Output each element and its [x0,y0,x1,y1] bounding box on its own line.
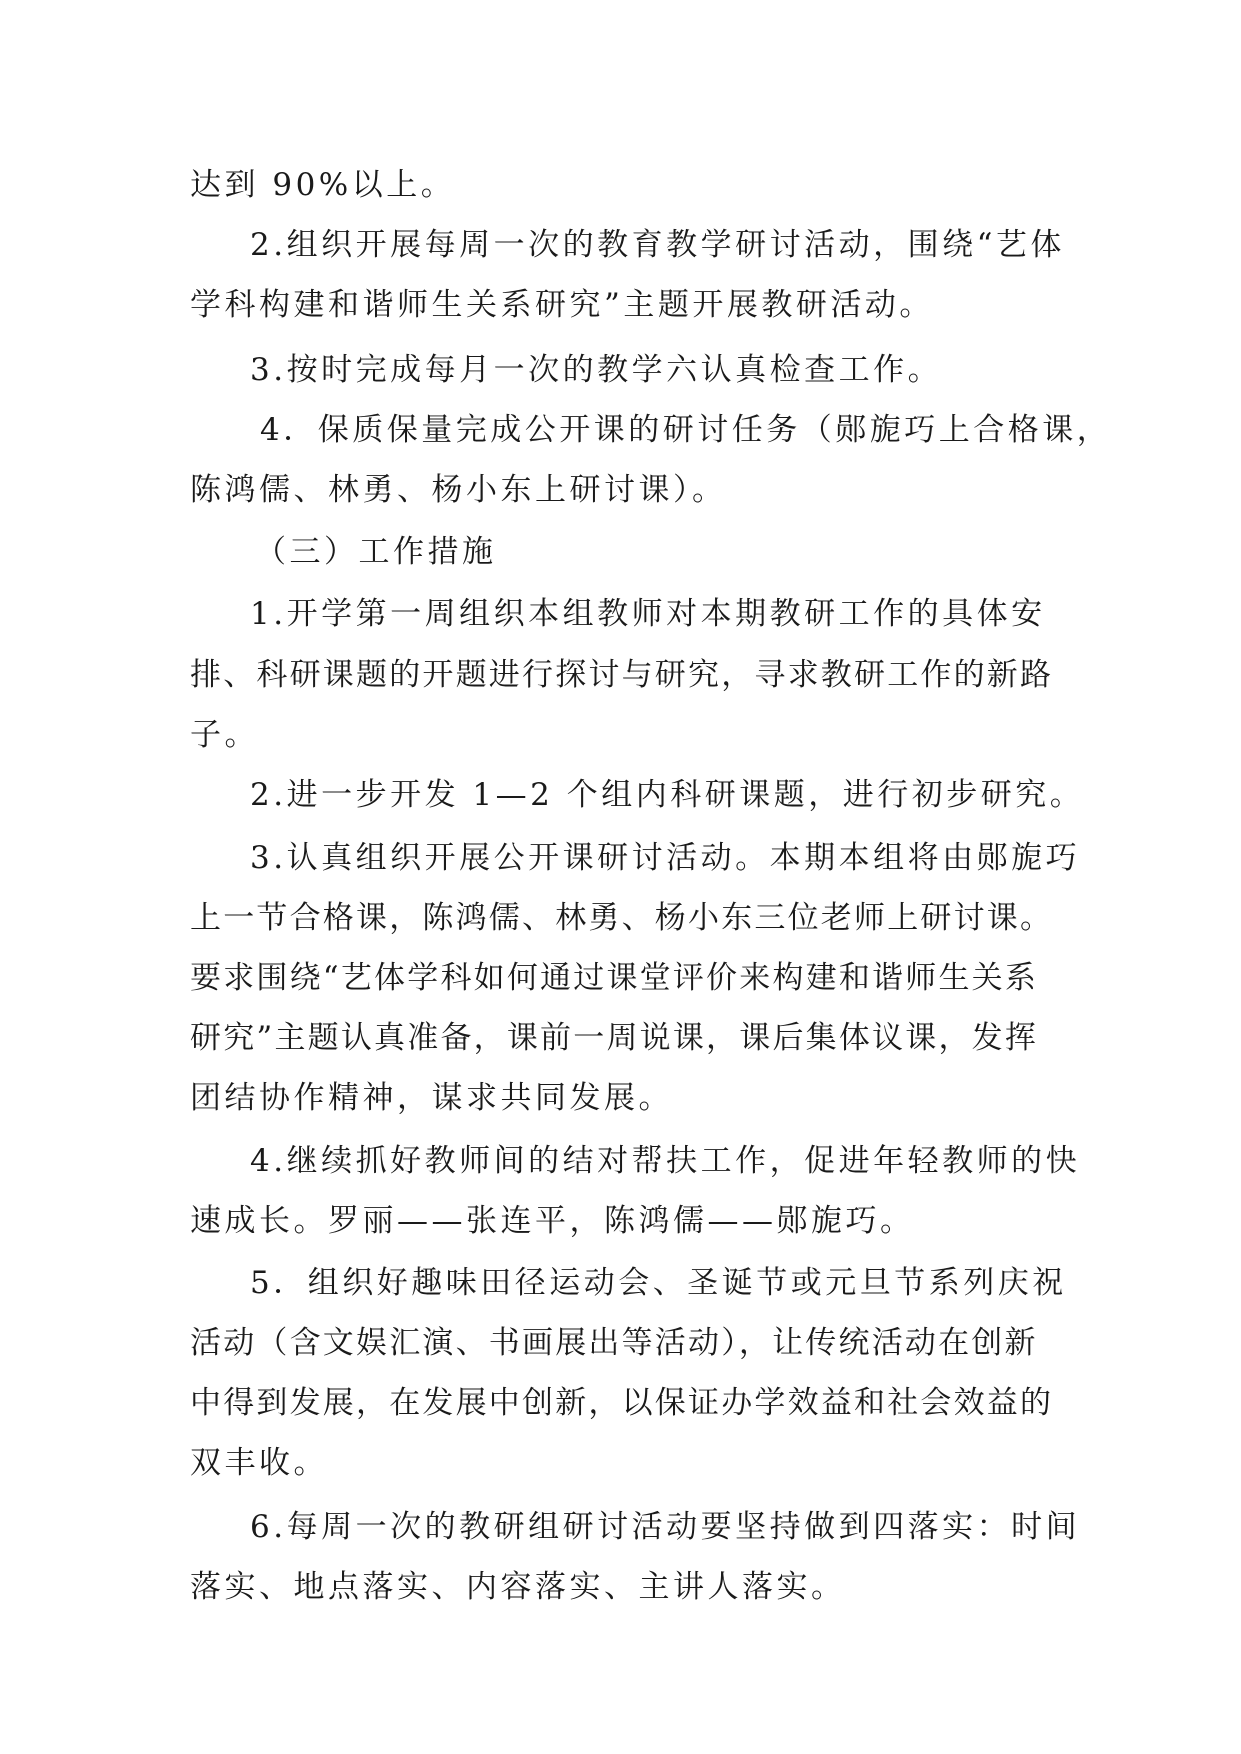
text-line-24: 落实、地点落实、内容落实、主讲人落实。 [190,1569,846,1605]
text-line-13: 上一节合格课，陈鸿儒、林勇、杨小东三位老师上研讨课。 [190,900,1054,936]
text-line-18: 速成长。罗丽——张连平，陈鸿儒——郧旎巧。 [190,1203,915,1239]
text-line-20: 活动（含文娱汇演、书画展出等活动），让传统活动在创新 [190,1325,1038,1361]
text-line-11: 2.进一步开发 1—2 个组内科研课题，进行初步研究。 [250,777,1085,813]
text-line-14: 要求围绕“艺体学科如何通过课堂评价来构建和谐师生关系 [190,960,1039,996]
text-line-12: 3.认真组织开展公开课研讨活动。本期本组将由郧旎巧 [250,840,1081,876]
text-line-9: 排、科研课题的开题进行探讨与研究，寻求教研工作的新路 [190,657,1054,693]
text-line-6: 陈鸿儒、林勇、杨小东上研讨课）。 [190,472,727,508]
text-line-8: 1.开学第一周组织本组教师对本期教研工作的具体安 [250,596,1046,632]
text-line-15: 研究”主题认真准备，课前一周说课，课后集体议课，发挥 [190,1020,1039,1056]
text-line-21: 中得到发展，在发展中创新，以保证办学效益和社会效益的 [190,1385,1054,1421]
text-line-5: 4．保质保量完成公开课的研讨任务（郧旎巧上合格课， [260,412,1112,448]
text-line-22: 双丰收。 [190,1445,328,1481]
section-heading: （三）工作措施 [255,534,497,570]
text-line-4: 3.按时完成每月一次的教学六认真检查工作。 [250,352,943,388]
text-line-19: 5．组织好趣味田径运动会、圣诞节或元旦节系列庆祝 [250,1265,1067,1301]
text-line-3: 学科构建和谐师生关系研究”主题开展教研活动。 [190,287,934,323]
text-line-1: 达到 90%以上。 [190,167,456,203]
text-line-17: 4.继续抓好教师间的结对帮扶工作，促进年轻教师的快 [250,1143,1081,1179]
text-line-2: 2.组织开展每周一次的教育教学研讨活动，围绕“艺体 [250,227,1065,263]
text-line-16: 团结协作精神，谋求共同发展。 [190,1080,673,1116]
text-line-10: 子。 [190,717,259,753]
text-line-23: 6.每周一次的教研组研讨活动要坚持做到四落实：时间 [250,1509,1081,1545]
